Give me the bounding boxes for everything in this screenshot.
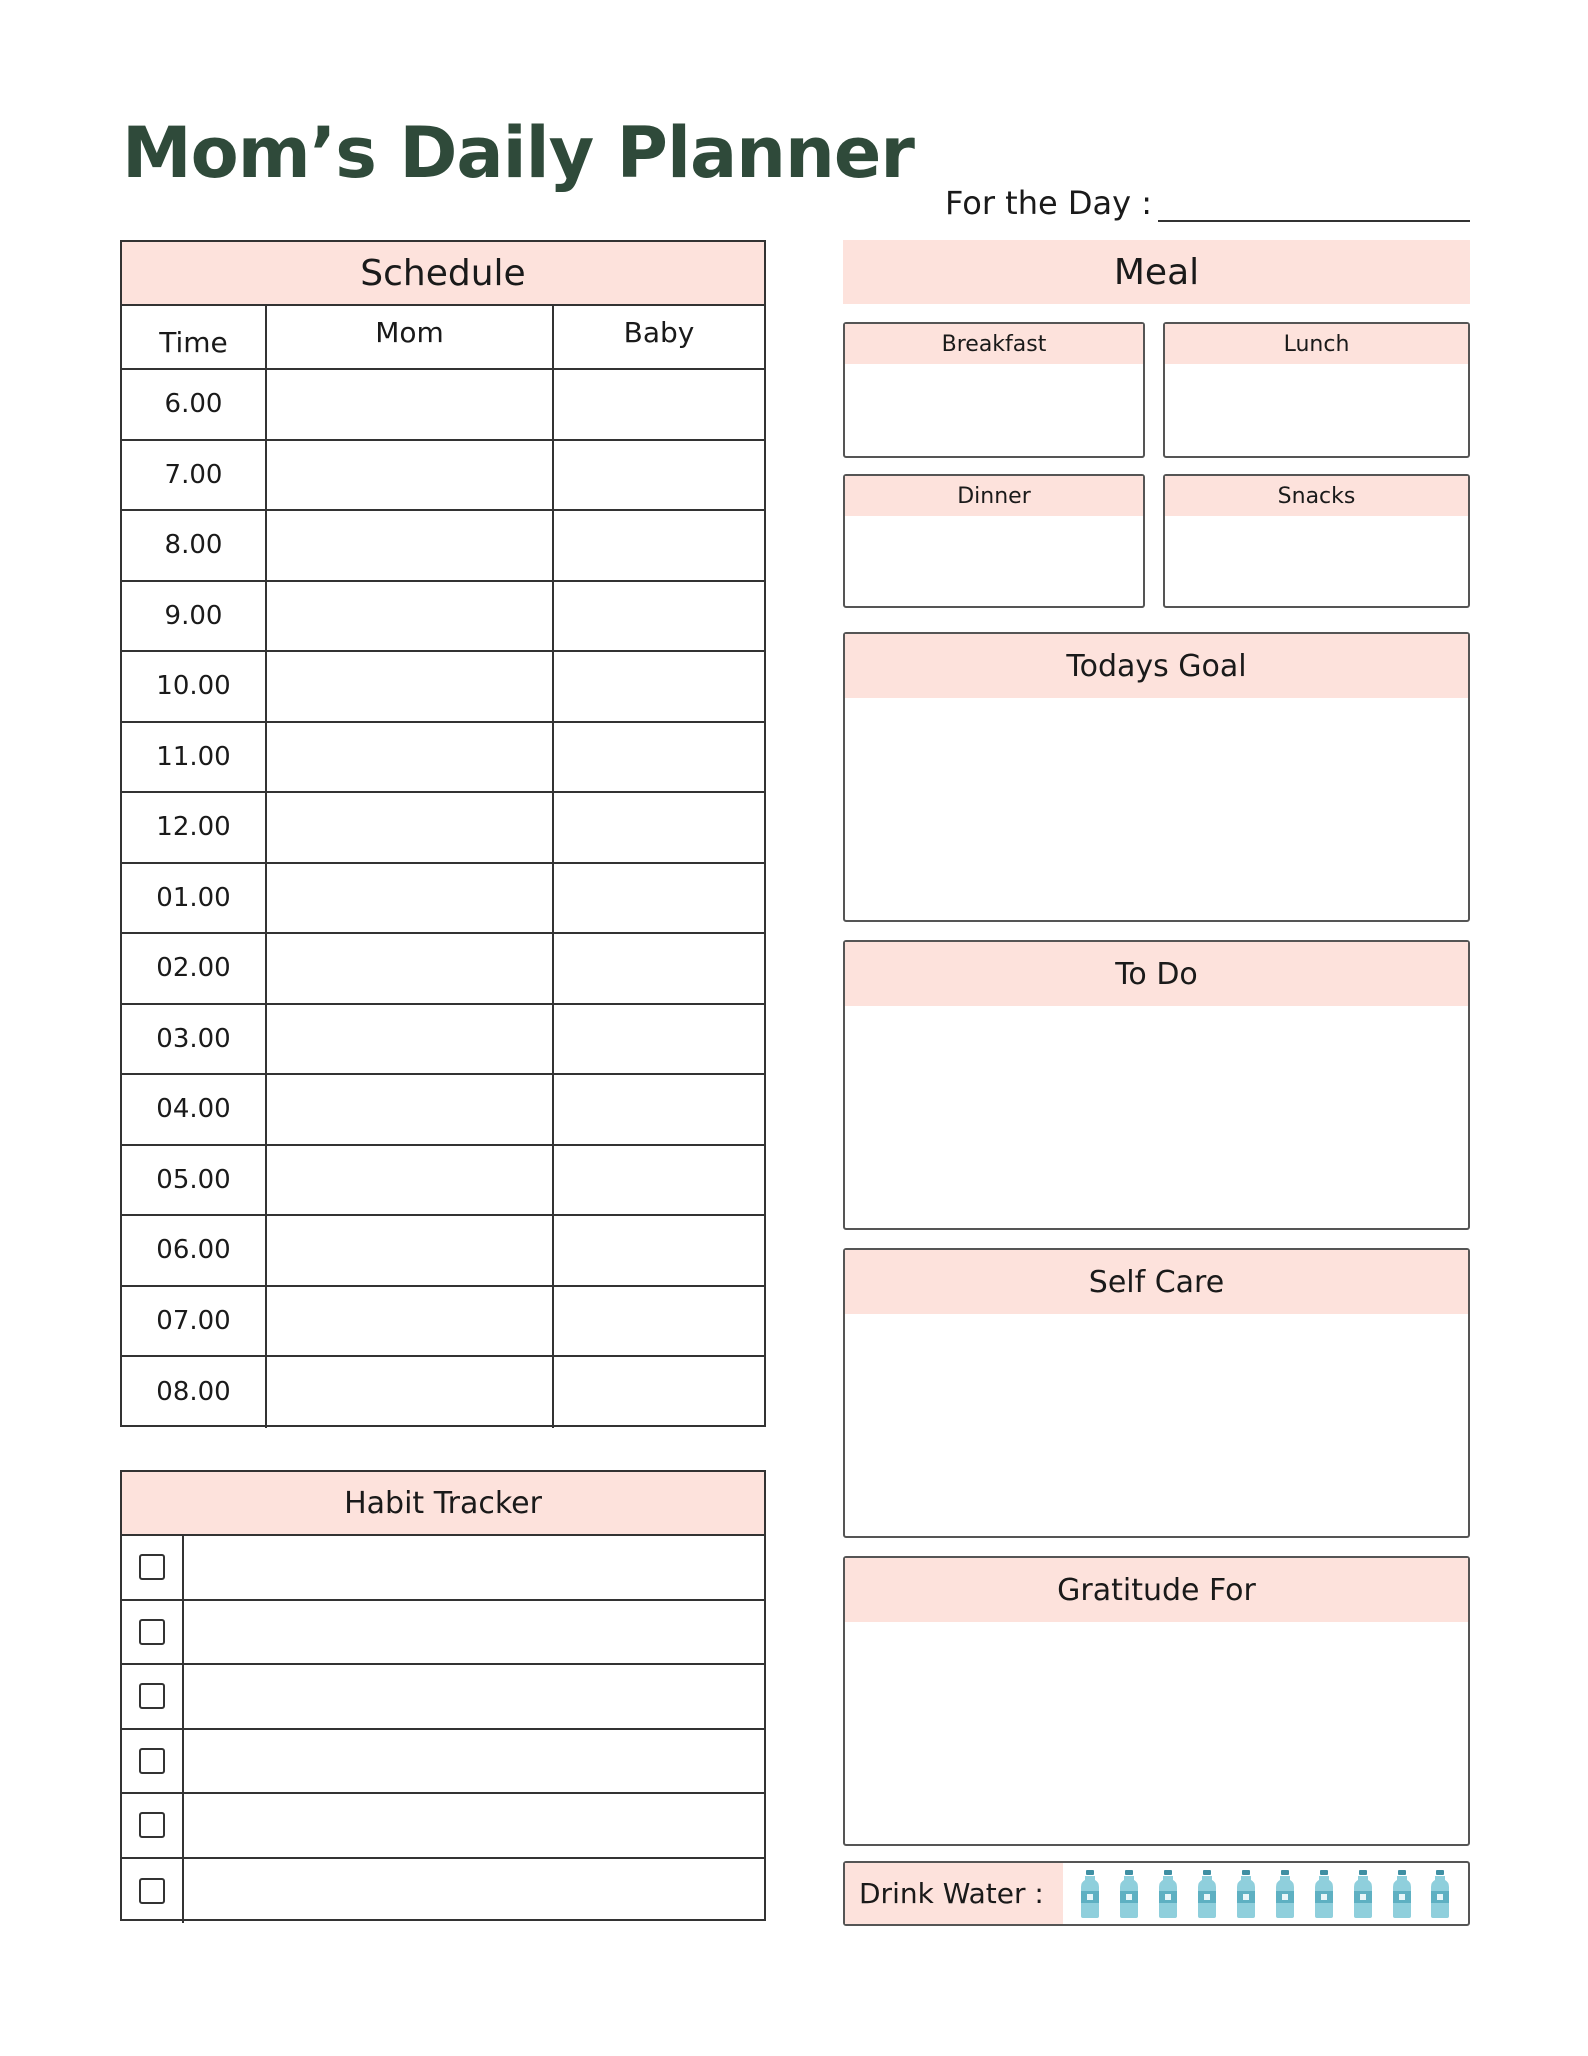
mom-cell[interactable] bbox=[267, 511, 554, 580]
mom-cell[interactable] bbox=[267, 1005, 554, 1074]
habit-check-cell bbox=[122, 1859, 184, 1924]
time-cell: 10.00 bbox=[122, 652, 267, 721]
habit-row bbox=[122, 1730, 764, 1795]
habit-checkbox[interactable] bbox=[139, 1748, 165, 1774]
habit-text-field[interactable] bbox=[184, 1601, 764, 1664]
meal-header: Meal bbox=[843, 240, 1470, 304]
water-bottle-icon[interactable] bbox=[1236, 1869, 1256, 1919]
schedule-row bbox=[122, 864, 764, 935]
habit-tracker bbox=[120, 1470, 766, 1921]
baby-cell[interactable] bbox=[554, 1216, 764, 1285]
mom-cell[interactable] bbox=[267, 370, 554, 439]
water-bottle-icon[interactable] bbox=[1158, 1869, 1178, 1919]
schedule-row bbox=[122, 1357, 764, 1428]
meal-box-label: Lunch bbox=[1165, 324, 1468, 364]
mom-cell[interactable] bbox=[267, 1216, 554, 1285]
habit-tracker-header: Habit Tracker bbox=[122, 1472, 764, 1536]
schedule-row bbox=[122, 1075, 764, 1146]
habit-row bbox=[122, 1601, 764, 1666]
water-bottle-icon[interactable] bbox=[1119, 1869, 1139, 1919]
mom-cell[interactable] bbox=[267, 582, 554, 651]
baby-cell[interactable] bbox=[554, 652, 764, 721]
schedule-row bbox=[122, 582, 764, 653]
schedule-header: Schedule bbox=[122, 242, 764, 306]
date-field[interactable] bbox=[1158, 184, 1470, 222]
meal-box-label: Snacks bbox=[1165, 476, 1468, 516]
habit-row bbox=[122, 1665, 764, 1730]
habit-row bbox=[122, 1859, 764, 1924]
baby-cell[interactable] bbox=[554, 582, 764, 651]
mom-cell[interactable] bbox=[267, 723, 554, 792]
habit-check-cell bbox=[122, 1794, 184, 1857]
habit-row bbox=[122, 1536, 764, 1601]
drink-water-label: Drink Water : bbox=[845, 1863, 1063, 1924]
baby-cell[interactable] bbox=[554, 793, 764, 862]
baby-cell[interactable] bbox=[554, 1287, 764, 1356]
habit-checkbox[interactable] bbox=[139, 1812, 165, 1838]
water-bottle-icon[interactable] bbox=[1353, 1869, 1373, 1919]
water-bottle-icon[interactable] bbox=[1197, 1869, 1217, 1919]
time-cell: 7.00 bbox=[122, 441, 267, 510]
page-title: Mom’s Daily Planner bbox=[122, 112, 914, 194]
baby-cell[interactable] bbox=[554, 441, 764, 510]
meal-box-label: Dinner bbox=[845, 476, 1143, 516]
time-cell: 01.00 bbox=[122, 864, 267, 933]
mom-cell[interactable] bbox=[267, 1357, 554, 1428]
baby-cell[interactable] bbox=[554, 1075, 764, 1144]
water-bottle-icon[interactable] bbox=[1080, 1869, 1100, 1919]
habit-checkbox[interactable] bbox=[139, 1878, 165, 1904]
habit-text-field[interactable] bbox=[184, 1730, 764, 1793]
meal-box-snacks[interactable] bbox=[1163, 474, 1470, 608]
habit-check-cell bbox=[122, 1601, 184, 1664]
meal-box-label: Breakfast bbox=[845, 324, 1143, 364]
water-bottles bbox=[1063, 1863, 1468, 1924]
water-bottle-icon[interactable] bbox=[1430, 1869, 1450, 1919]
baby-cell[interactable] bbox=[554, 934, 764, 1003]
todays-goal-header: Todays Goal bbox=[845, 634, 1468, 698]
baby-cell[interactable] bbox=[554, 511, 764, 580]
schedule-row bbox=[122, 1146, 764, 1217]
gratitude-box[interactable] bbox=[843, 1556, 1470, 1846]
time-cell: 11.00 bbox=[122, 723, 267, 792]
time-cell: 03.00 bbox=[122, 1005, 267, 1074]
schedule-table bbox=[120, 240, 766, 1427]
mom-cell[interactable] bbox=[267, 934, 554, 1003]
schedule-row bbox=[122, 511, 764, 582]
habit-check-cell bbox=[122, 1665, 184, 1728]
water-bottle-icon[interactable] bbox=[1392, 1869, 1412, 1919]
time-cell: 12.00 bbox=[122, 793, 267, 862]
time-cell: 6.00 bbox=[122, 370, 267, 439]
schedule-column-headers bbox=[122, 306, 764, 370]
baby-cell[interactable] bbox=[554, 1357, 764, 1428]
habit-text-field[interactable] bbox=[184, 1859, 764, 1924]
baby-cell[interactable] bbox=[554, 370, 764, 439]
time-cell: 02.00 bbox=[122, 934, 267, 1003]
column-header-mom: Mom bbox=[267, 306, 554, 368]
meal-box-breakfast[interactable] bbox=[843, 322, 1145, 458]
habit-text-field[interactable] bbox=[184, 1536, 764, 1599]
habit-checkbox[interactable] bbox=[139, 1683, 165, 1709]
time-cell: 8.00 bbox=[122, 511, 267, 580]
schedule-row bbox=[122, 1287, 764, 1358]
todays-goal-box[interactable] bbox=[843, 632, 1470, 922]
time-cell: 05.00 bbox=[122, 1146, 267, 1215]
habit-check-cell bbox=[122, 1730, 184, 1793]
to-do-header: To Do bbox=[845, 942, 1468, 1006]
column-header-time: Time bbox=[122, 306, 267, 368]
habit-text-field[interactable] bbox=[184, 1794, 764, 1857]
schedule-row bbox=[122, 793, 764, 864]
time-cell: 06.00 bbox=[122, 1216, 267, 1285]
water-bottle-icon[interactable] bbox=[1275, 1869, 1295, 1919]
baby-cell[interactable] bbox=[554, 864, 764, 933]
baby-cell[interactable] bbox=[554, 1146, 764, 1215]
mom-cell[interactable] bbox=[267, 1146, 554, 1215]
habit-row bbox=[122, 1794, 764, 1859]
self-care-box[interactable] bbox=[843, 1248, 1470, 1538]
habit-text-field[interactable] bbox=[184, 1665, 764, 1728]
to-do-box[interactable] bbox=[843, 940, 1470, 1230]
for-the-day-label: For the Day : bbox=[945, 184, 1152, 222]
schedule-row bbox=[122, 1216, 764, 1287]
for-the-day bbox=[945, 180, 1470, 222]
mom-cell[interactable] bbox=[267, 1075, 554, 1144]
schedule-row bbox=[122, 723, 764, 794]
time-cell: 9.00 bbox=[122, 582, 267, 651]
schedule-row bbox=[122, 934, 764, 1005]
schedule-row bbox=[122, 1005, 764, 1076]
mom-cell[interactable] bbox=[267, 864, 554, 933]
mom-cell[interactable] bbox=[267, 441, 554, 510]
mom-cell[interactable] bbox=[267, 652, 554, 721]
mom-cell[interactable] bbox=[267, 1287, 554, 1356]
drink-water-tracker bbox=[843, 1861, 1470, 1926]
time-cell: 04.00 bbox=[122, 1075, 267, 1144]
baby-cell[interactable] bbox=[554, 1005, 764, 1074]
time-cell: 08.00 bbox=[122, 1357, 267, 1428]
schedule-row bbox=[122, 441, 764, 512]
time-cell: 07.00 bbox=[122, 1287, 267, 1356]
schedule-row bbox=[122, 652, 764, 723]
meal-box-dinner[interactable] bbox=[843, 474, 1145, 608]
self-care-header: Self Care bbox=[845, 1250, 1468, 1314]
habit-checkbox[interactable] bbox=[139, 1619, 165, 1645]
column-header-baby: Baby bbox=[623, 316, 695, 349]
habit-check-cell bbox=[122, 1536, 184, 1599]
meal-box-lunch[interactable] bbox=[1163, 322, 1470, 458]
mom-cell[interactable] bbox=[267, 793, 554, 862]
schedule-row bbox=[122, 370, 764, 441]
habit-checkbox[interactable] bbox=[139, 1554, 165, 1580]
water-bottle-icon[interactable] bbox=[1314, 1869, 1334, 1919]
gratitude-header: Gratitude For bbox=[845, 1558, 1468, 1622]
baby-cell[interactable] bbox=[554, 723, 764, 792]
